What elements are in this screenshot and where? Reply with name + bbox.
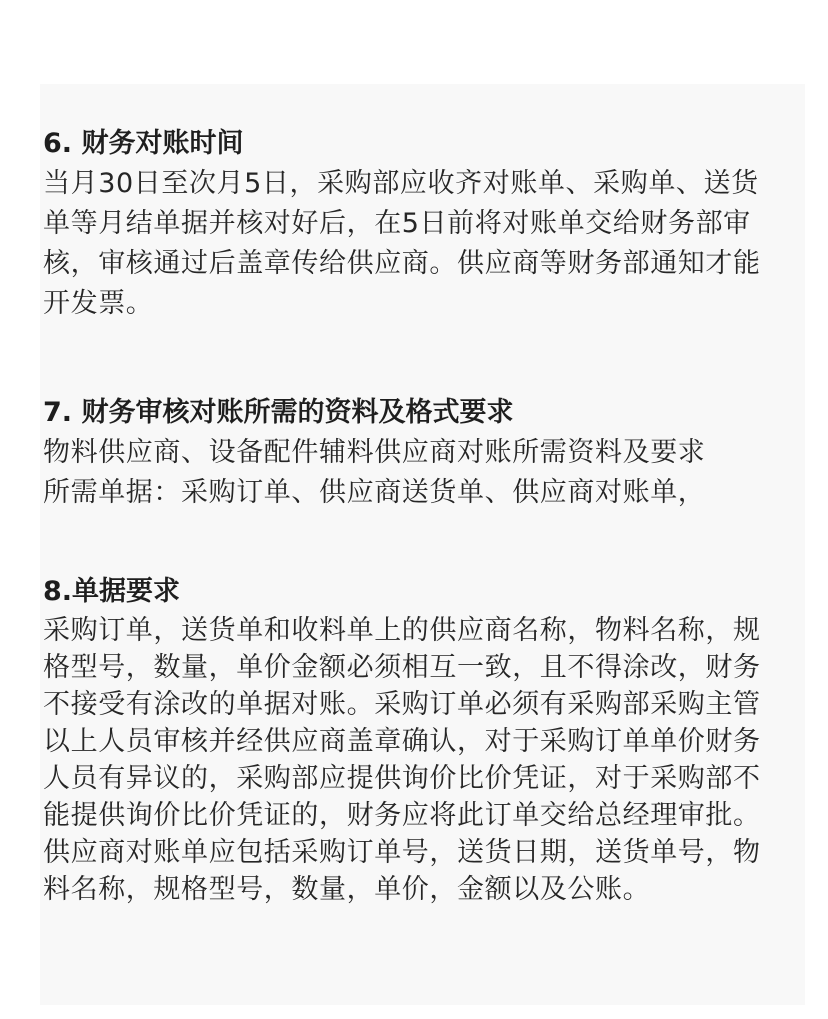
section-6-line-4: 开发票。 xyxy=(43,288,154,319)
section-8-line-2: 格型号，数量，单价金额必须相互一致，且不得涂改，财务 xyxy=(43,652,761,683)
section-6-heading: 6. 财务对账时间 xyxy=(43,128,244,159)
section-8-line-3: 不接受有涂改的单据对账。采购订单必须有采购部采购主管 xyxy=(43,689,761,720)
section-8 xyxy=(43,572,803,908)
section-6-line-3: 核，审核通过后盖章传给供应商。供应商等财务部通知才能 xyxy=(43,248,761,279)
section-8-heading: 8.单据要求 xyxy=(43,576,181,607)
section-6-line-1: 当月30日至次月5日，采购部应收齐对账单、采购单、送货 xyxy=(43,168,759,199)
section-8-line-4: 以上人员审核并经供应商盖章确认，对于采购订单单价财务 xyxy=(43,726,761,757)
section-7-heading: 7. 财务审核对账所需的资料及格式要求 xyxy=(43,397,514,428)
section-6-line-2: 单等月结单据并核对好后，在5日前将对账单交给财务部审 xyxy=(43,208,751,239)
section-8-line-5: 人员有异议的，采购部应提供询价比价凭证，对于采购部不 xyxy=(43,763,761,794)
section-8-line-1: 采购订单，送货单和收料单上的供应商名称，物料名称，规 xyxy=(43,615,761,646)
section-7 xyxy=(43,393,803,513)
section-8-line-8: 料名称，规格型号，数量，单价，金额以及公账。 xyxy=(43,874,651,905)
section-6 xyxy=(43,124,803,324)
section-7-line-2: 所需单据：采购订单、供应商送货单、供应商对账单， xyxy=(43,477,706,508)
section-8-line-7: 供应商对账单应包括采购订单号，送货日期，送货单号，物 xyxy=(43,837,761,868)
section-7-line-1: 物料供应商、设备配件辅料供应商对账所需资料及要求 xyxy=(43,437,706,468)
section-8-line-6: 能提供询价比价凭证的，财务应将此订单交给总经理审批。 xyxy=(43,800,761,831)
